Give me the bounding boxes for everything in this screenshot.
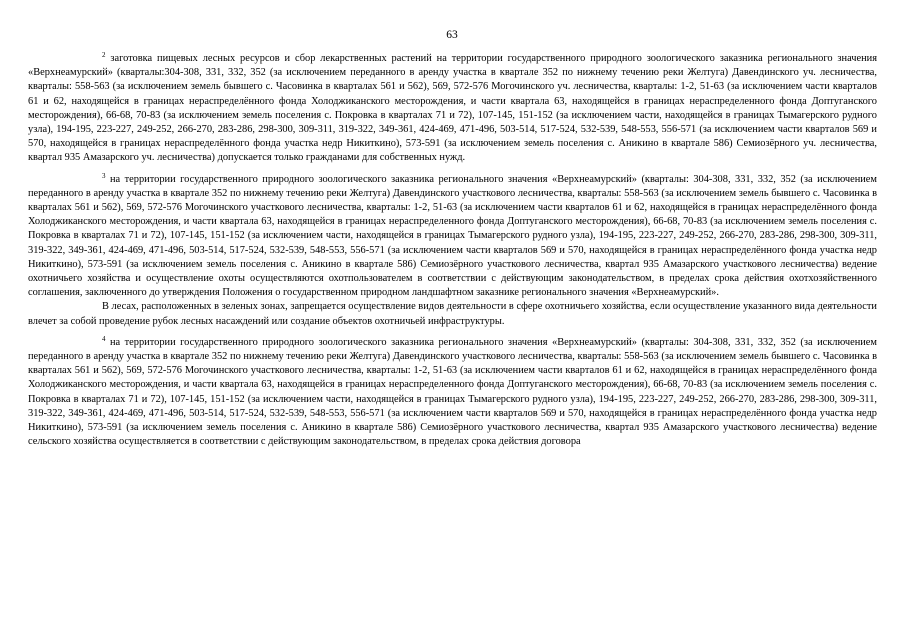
footnote-text: на территории государственного природного зоологического заказника регионального значения «Верхнеамурский» (кварталы: 304-308, 331, 332, 352 (за исключением переданного в аренду участка в квартале 352 по нижнему течению реки Желтуга) Давендинского участкового лесничества, кварталы: 558-563 (за исключением земель бывшего с. Часовинка в кварталах 561 и 562), 569, 572-576 Могочинского участкового лесничества, кварталы: 1-2, 51-63 (за исключением части кварталов 61 и 62, находящейся в границах нераспределённого фонда Холоджиканского месторождения, и части квартала 63, находящейся в границах нераспределенного фонда Доптуганского месторождения), 66-68, 70-83 (за исключением земель поселения с. Покровка в кварталах 71 и 72), 107-145, 151-152 (за исключением части, находящейся в границах Тымагерского рудного узла), 194-195, 223-227, 249-252, 266-270, 283-286, 298-300, 309-311, 319-322, 349-361, 424-469, 471-496, 503-514, 517-524, 532-539, 548-553, 556-571 (за исключением части кварталов 569 и 570, находящейся в границах нераспределённого фонда участка недр Никиткино), 573-591 (за исключением земель поселения с. Аникино в квартале 586) Семиозёрного участкового лесничества, квартал 935 Амазарского участкового лесничества) ведение сельского хозяйства осуществляется в соответствии с действующим законодательством, в пределах срока действия договора — [28, 336, 877, 448]
document-body — [28, 52, 877, 449]
footnote-mark: 2 — [102, 51, 106, 59]
page-number: 63 — [446, 29, 458, 41]
footnote-text: заготовка пищевых лесных ресурсов и сбор лекарственных растений на территории государственного природного зоологического заказника регионального значения «Верхнеамурский» (кварталы:304-308, 331, 332, 352 (за исключением переданного в аренду участка в квартале 352 по нижнему течению реки Желтуга) Давендинского уч. лесничества, кварталы: 558-563 (за исключением земель бывшего с. Часовинка в кварталах 561 и 562), 569, 572-576 Могочинского уч. лесничества, кварталы: 1-2, 51-63 (за исключением части кварталов 61 и 62, находящейся в границах нераспределённого фонда Холоджиканского месторождения, и части квартала 63, находящейся в границах нераспределенного фонда Доптуганского месторождения), 66-68, 70-83 (за исключением земель поселения с. Покровка в кварталах 71 и 72), 107-145, 151-152 (за исключением части, находящейся в границах Тымагерского рудного узла), 194-195, 223-227, 249-252, 266-270, 283-286, 298-300, 309-311, 319-322, 349-361, 424-469, 471-496, 503-514, 517-524, 532-539, 548-553, 556-571 (за исключением части кварталов 569 и 570, находящейся в границах нераспределённого фонда участка недр Никиткино), 573-591 (за исключением земель поселения с. Аникино в квартале 586) Семиозёрного уч. лесничества, квартал 935 Амазарского уч. лесничества) допускается только гражданами для собственных нужд. — [28, 53, 877, 164]
body-paragraph: В лесах, расположенных в зеленых зонах, запрещается осуществление видов деятельности в сфере охотничьего хозяйства, если осуществление указанного вида деятельности влечет за собой проведение рубок лесных насаждений или создание объектов охотничьей инфраструктуры. — [28, 301, 877, 327]
footnote-mark: 3 — [102, 171, 106, 180]
footnote-4 — [28, 336, 877, 450]
footnote-3 — [28, 173, 877, 301]
footnote-2 — [28, 52, 877, 166]
footnote-text: на территории государственного природного зоологического заказника регионального значения «Верхнеамурский» (кварталы: 304-308, 331, 332, 352 (за исключением переданного в аренду участка в квартале 352 по нижнему течению реки Желтуга) Давендинского участкового лесничества, кварталы: 558-563 (за исключением земель бывшего с. Часовинка в кварталах 561 и 562), 569, 572-576 Могочинского участкового лесничества, кварталы: 1-2, 51-63 (за исключением части кварталов 61 и 62, находящейся в границах нераспределённого фонда Холоджиканского месторождения, и части квартала 63, находящейся в границах нераспределенного фонда Доптуганского месторождения), 66-68, 70-83 (за исключением земель поселения с. Покровка в кварталах 71 и 72), 107-145, 151-152 (за исключением части, находящейся в границах Тымагерского рудного узла), 194-195, 223-227, 249-252, 266-270, 283-286, 298-300, 309-311, 319-322, 349-361, 424-469, 471-496, 503-514, 517-524, 532-539, 548-553, 556-571 (за исключением части кварталов 569 и 570, находящейся в границах нераспределённого фонда участка недр Никиткино), 573-591 (за исключением земель поселения с. Аникино в квартале 586) Семиозёрного участкового лесничества, квартал 935 Амазарского участкового лесничества) ведение охотничьего хозяйства и осуществление охоты осуществляются охотпользователем в соответствии с действующим законодательством, в пределах срока действия охотхозяйственного соглашения, заключенного до утверждения Положения о государственном природном ландшафтном заказнике регионального значения «Верхнеамурский». — [28, 173, 877, 299]
footnote-mark: 4 — [102, 334, 106, 343]
